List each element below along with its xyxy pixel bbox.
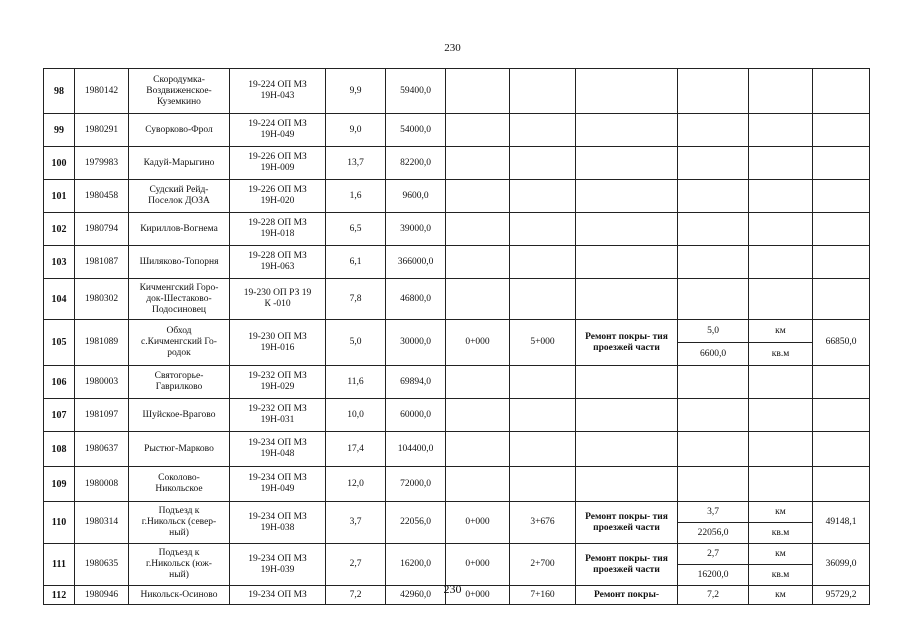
empty-cell <box>813 114 870 147</box>
road-id: 1980314 <box>75 502 129 544</box>
road-id: 1980008 <box>75 467 129 502</box>
table-row <box>44 213 870 246</box>
road-name: Никольск-Осиново <box>129 586 230 605</box>
row-number: 103 <box>44 246 75 279</box>
road-id: 1980635 <box>75 544 129 586</box>
empty-cell <box>813 180 870 213</box>
work-type: Ремонт покры- <box>576 586 678 605</box>
section-start: 0+000 <box>446 502 510 544</box>
table-row <box>44 502 870 523</box>
table-row <box>44 399 870 432</box>
road-length: 12,0 <box>326 467 386 502</box>
unit-km: км <box>749 544 813 565</box>
road-name: Судский Рейд- Поселок ДОЗА <box>129 180 230 213</box>
work-type: Ремонт покры- тия проезжей части <box>576 502 678 544</box>
road-id: 1980458 <box>75 180 129 213</box>
empty-cell <box>576 432 678 467</box>
road-length: 6,1 <box>326 246 386 279</box>
empty-cell <box>510 69 576 114</box>
road-name: Святогорье- Гаврилково <box>129 366 230 399</box>
empty-cell <box>813 432 870 467</box>
road-code: 19-234 ОП МЗ 19Н-048 <box>230 432 326 467</box>
unit-km: км <box>749 320 813 343</box>
road-name: Соколово- Никольское <box>129 467 230 502</box>
table-row <box>44 147 870 180</box>
road-code: 19-228 ОП МЗ 19Н-063 <box>230 246 326 279</box>
empty-cell <box>576 279 678 320</box>
unit-area: кв.м <box>749 343 813 366</box>
road-code: 19-234 ОП МЗ 19Н-049 <box>230 467 326 502</box>
empty-cell <box>678 432 749 467</box>
road-length: 11,6 <box>326 366 386 399</box>
work-total: 66850,0 <box>813 320 870 366</box>
road-name: Шиляково-Топорня <box>129 246 230 279</box>
work-type: Ремонт покры- тия проезжей части <box>576 320 678 366</box>
empty-cell <box>678 246 749 279</box>
table-row <box>44 114 870 147</box>
row-number: 105 <box>44 320 75 366</box>
road-id: 1980291 <box>75 114 129 147</box>
unit-km: км <box>749 502 813 523</box>
road-id: 1980946 <box>75 586 129 605</box>
empty-cell <box>510 467 576 502</box>
table-row <box>44 432 870 467</box>
empty-cell <box>446 467 510 502</box>
road-length: 9,9 <box>326 69 386 114</box>
road-length: 13,7 <box>326 147 386 180</box>
road-length: 2,7 <box>326 544 386 586</box>
empty-cell <box>446 147 510 180</box>
road-cost: 59400,0 <box>386 69 446 114</box>
work-total: 36099,0 <box>813 544 870 586</box>
road-cost: 46800,0 <box>386 279 446 320</box>
road-cost: 60000,0 <box>386 399 446 432</box>
road-id: 1980794 <box>75 213 129 246</box>
empty-cell <box>749 69 813 114</box>
empty-cell <box>813 399 870 432</box>
empty-cell <box>678 279 749 320</box>
page-number-top: 230 <box>444 42 461 54</box>
empty-cell <box>446 366 510 399</box>
empty-cell <box>678 399 749 432</box>
road-cost: 69894,0 <box>386 366 446 399</box>
empty-cell <box>749 432 813 467</box>
road-length: 5,0 <box>326 320 386 366</box>
road-id: 1981097 <box>75 399 129 432</box>
road-name: Шуйское-Врагово <box>129 399 230 432</box>
empty-cell <box>576 246 678 279</box>
road-name: Обход с.Кичменгский Го- родок <box>129 320 230 366</box>
empty-cell <box>446 69 510 114</box>
empty-cell <box>510 147 576 180</box>
road-cost: 82200,0 <box>386 147 446 180</box>
quantity-area: 16200,0 <box>678 565 749 586</box>
road-name: Кириллов-Вогнема <box>129 213 230 246</box>
quantity-area: 22056,0 <box>678 523 749 544</box>
road-length: 7,2 <box>326 586 386 605</box>
empty-cell <box>678 114 749 147</box>
table-row <box>44 544 870 565</box>
empty-cell <box>510 180 576 213</box>
empty-cell <box>678 467 749 502</box>
row-number: 106 <box>44 366 75 399</box>
empty-cell <box>749 399 813 432</box>
road-id: 1979983 <box>75 147 129 180</box>
row-number: 99 <box>44 114 75 147</box>
work-total: 49148,1 <box>813 502 870 544</box>
quantity-area: 6600,0 <box>678 343 749 366</box>
empty-cell <box>813 147 870 180</box>
empty-cell <box>749 114 813 147</box>
road-length: 10,0 <box>326 399 386 432</box>
section-end: 2+700 <box>510 544 576 586</box>
row-number: 101 <box>44 180 75 213</box>
road-id: 1980142 <box>75 69 129 114</box>
table-row <box>44 279 870 320</box>
empty-cell <box>749 147 813 180</box>
empty-cell <box>678 147 749 180</box>
road-length: 17,4 <box>326 432 386 467</box>
empty-cell <box>678 366 749 399</box>
road-cost: 42960,0 <box>386 586 446 605</box>
road-code: 19-228 ОП МЗ 19Н-018 <box>230 213 326 246</box>
road-id: 1981087 <box>75 246 129 279</box>
road-name: Подъезд к г.Никольск (юж- ный) <box>129 544 230 586</box>
road-code: 19-230 ОП МЗ 19Н-016 <box>230 320 326 366</box>
row-number: 107 <box>44 399 75 432</box>
unit-area: кв.м <box>749 523 813 544</box>
road-code: 19-224 ОП МЗ 19Н-043 <box>230 69 326 114</box>
empty-cell <box>678 213 749 246</box>
table-row <box>44 69 870 114</box>
row-number: 112 <box>44 586 75 605</box>
road-id: 1980302 <box>75 279 129 320</box>
empty-cell <box>576 114 678 147</box>
empty-cell <box>576 69 678 114</box>
quantity-km: 7,2 <box>678 586 749 605</box>
work-total: 95729,2 <box>813 586 870 605</box>
table-row <box>44 180 870 213</box>
table-row <box>44 467 870 502</box>
row-number: 111 <box>44 544 75 586</box>
road-name: Кичменгский Горо- док-Шестаково- Подосиновец <box>129 279 230 320</box>
empty-cell <box>510 399 576 432</box>
road-id: 1980637 <box>75 432 129 467</box>
empty-cell <box>510 213 576 246</box>
road-code: 19-226 ОП МЗ 19Н-009 <box>230 147 326 180</box>
empty-cell <box>749 279 813 320</box>
empty-cell <box>749 246 813 279</box>
section-start: 0+000 <box>446 586 510 605</box>
row-number: 110 <box>44 502 75 544</box>
empty-cell <box>510 279 576 320</box>
section-start: 0+000 <box>446 320 510 366</box>
row-number: 98 <box>44 69 75 114</box>
empty-cell <box>576 366 678 399</box>
row-number: 100 <box>44 147 75 180</box>
road-cost: 54000,0 <box>386 114 446 147</box>
empty-cell <box>446 213 510 246</box>
quantity-km: 2,7 <box>678 544 749 565</box>
table-row <box>44 320 870 343</box>
road-code: 19-234 ОП МЗ 19Н-039 <box>230 544 326 586</box>
road-code: 19-232 ОП МЗ 19Н-029 <box>230 366 326 399</box>
roads-table <box>43 68 870 605</box>
road-length: 1,6 <box>326 180 386 213</box>
empty-cell <box>813 213 870 246</box>
empty-cell <box>749 467 813 502</box>
row-number: 102 <box>44 213 75 246</box>
empty-cell <box>749 180 813 213</box>
unit-km: км <box>749 586 813 605</box>
empty-cell <box>813 246 870 279</box>
empty-cell <box>678 180 749 213</box>
road-length: 9,0 <box>326 114 386 147</box>
empty-cell <box>576 399 678 432</box>
road-cost: 30000,0 <box>386 320 446 366</box>
road-name: Кадуй-Марыгино <box>129 147 230 180</box>
road-name: Скородумка- Воздвиженское- Куземкино <box>129 69 230 114</box>
road-cost: 9600,0 <box>386 180 446 213</box>
road-length: 3,7 <box>326 502 386 544</box>
empty-cell <box>813 69 870 114</box>
road-id: 1981089 <box>75 320 129 366</box>
road-name: Суворково-Фрол <box>129 114 230 147</box>
empty-cell <box>510 432 576 467</box>
road-cost: 16200,0 <box>386 544 446 586</box>
empty-cell <box>510 366 576 399</box>
work-type: Ремонт покры- тия проезжей части <box>576 544 678 586</box>
road-code: 19-224 ОП МЗ 19Н-049 <box>230 114 326 147</box>
page-number-bottom: 230 <box>443 582 462 596</box>
empty-cell <box>749 366 813 399</box>
empty-cell <box>446 399 510 432</box>
row-number: 104 <box>44 279 75 320</box>
road-name: Рыстюг-Марково <box>129 432 230 467</box>
empty-cell <box>813 279 870 320</box>
empty-cell <box>576 467 678 502</box>
empty-cell <box>446 279 510 320</box>
empty-cell <box>813 467 870 502</box>
road-code: 19-232 ОП МЗ 19Н-031 <box>230 399 326 432</box>
road-cost: 72000,0 <box>386 467 446 502</box>
empty-cell <box>576 213 678 246</box>
empty-cell <box>510 246 576 279</box>
empty-cell <box>678 69 749 114</box>
empty-cell <box>446 180 510 213</box>
empty-cell <box>749 213 813 246</box>
section-end: 7+160 <box>510 586 576 605</box>
road-code: 19-234 ОП МЗ 19Н-038 <box>230 502 326 544</box>
road-id: 1980003 <box>75 366 129 399</box>
road-length: 7,8 <box>326 279 386 320</box>
road-cost: 39000,0 <box>386 213 446 246</box>
road-cost: 104400,0 <box>386 432 446 467</box>
empty-cell <box>576 180 678 213</box>
section-end: 5+000 <box>510 320 576 366</box>
road-length: 6,5 <box>326 213 386 246</box>
road-code: 19-230 ОП РЗ 19 К -010 <box>230 279 326 320</box>
road-name: Подъезд к г.Никольск (север- ный) <box>129 502 230 544</box>
empty-cell <box>510 114 576 147</box>
quantity-km: 5,0 <box>678 320 749 343</box>
table-row <box>44 366 870 399</box>
row-number: 109 <box>44 467 75 502</box>
quantity-km: 3,7 <box>678 502 749 523</box>
unit-area: кв.м <box>749 565 813 586</box>
road-cost: 22056,0 <box>386 502 446 544</box>
section-end: 3+676 <box>510 502 576 544</box>
road-code: 19-226 ОП МЗ 19Н-020 <box>230 180 326 213</box>
empty-cell <box>813 366 870 399</box>
empty-cell <box>576 147 678 180</box>
table-row <box>44 246 870 279</box>
section-start: 0+000 <box>446 544 510 586</box>
empty-cell <box>446 246 510 279</box>
road-code: 19-234 ОП МЗ <box>230 586 326 605</box>
empty-cell <box>446 432 510 467</box>
empty-cell <box>446 114 510 147</box>
row-number: 108 <box>44 432 75 467</box>
road-cost: 366000,0 <box>386 246 446 279</box>
